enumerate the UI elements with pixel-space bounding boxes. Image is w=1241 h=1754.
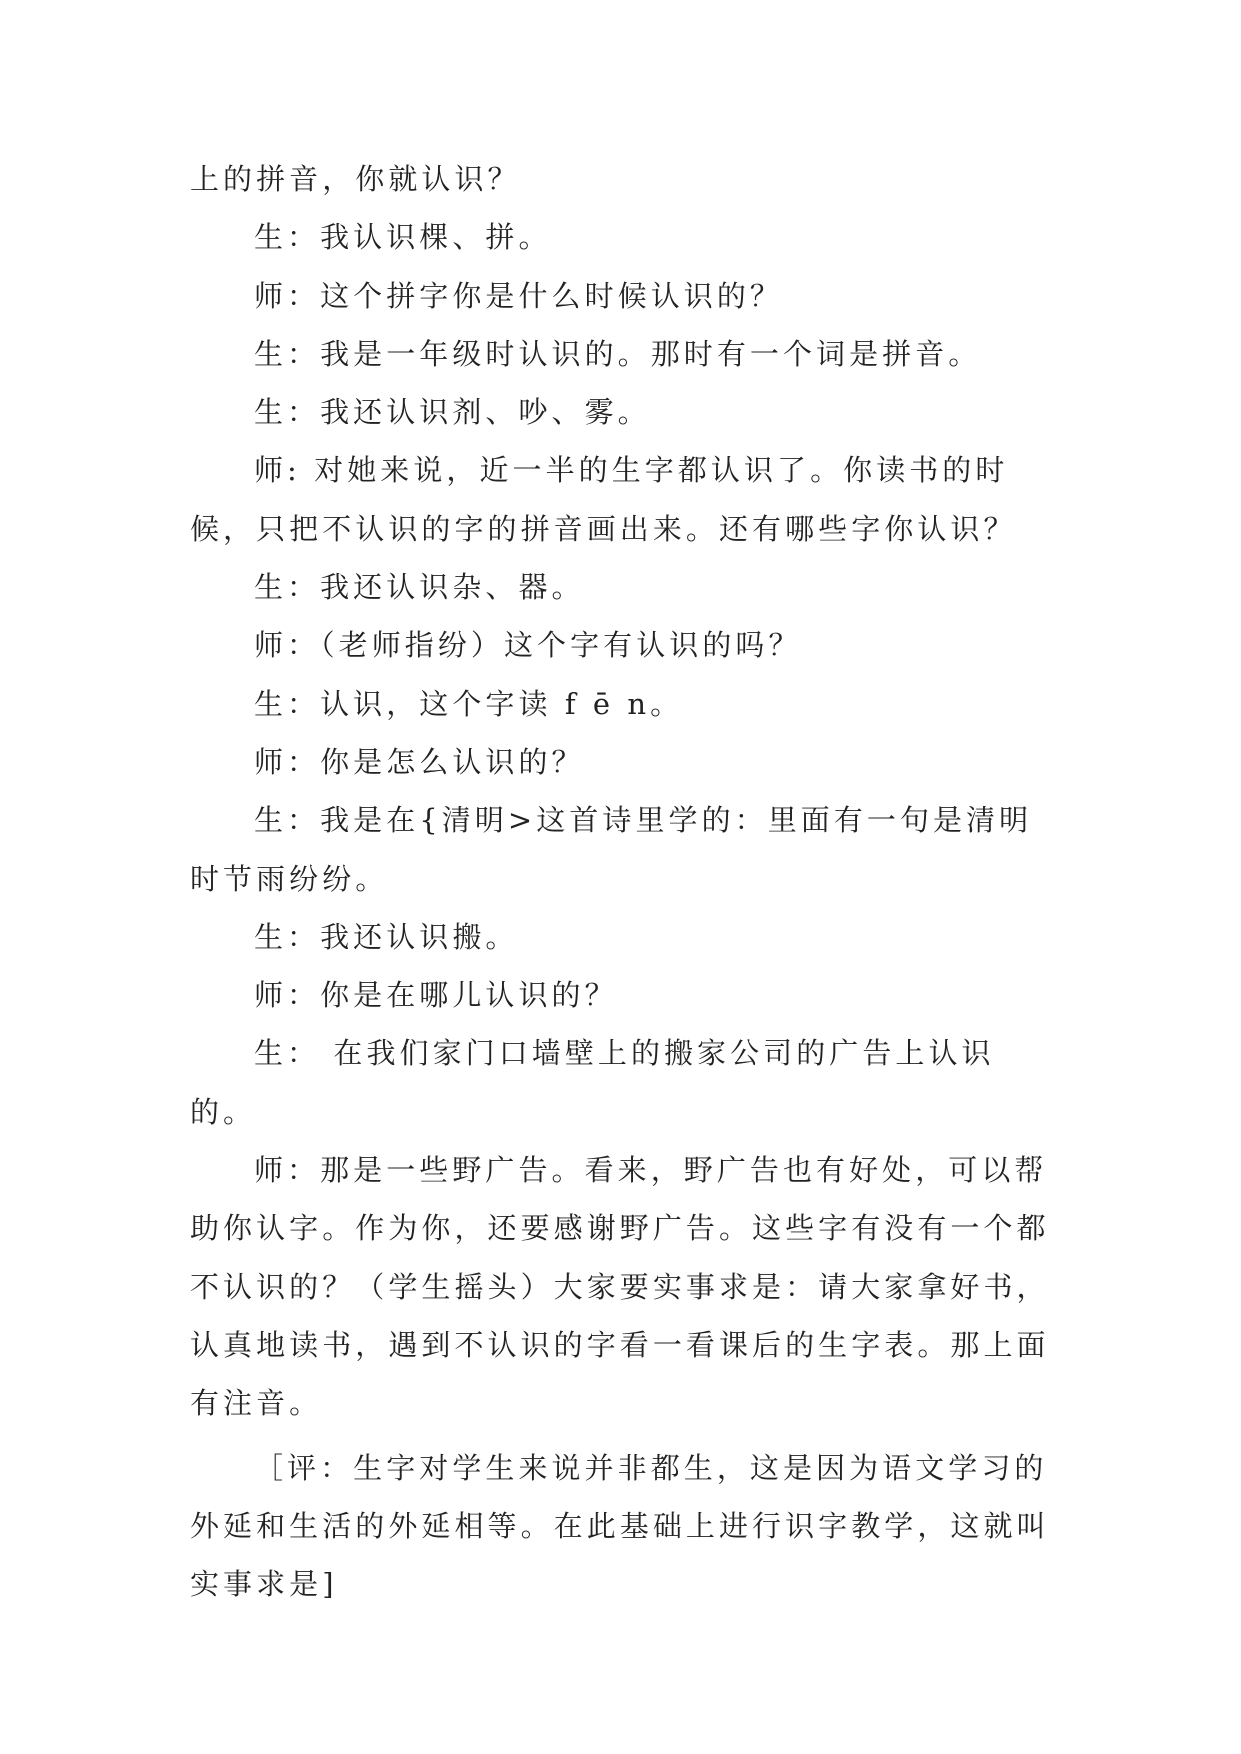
paragraph-5: 生：我还认识剂、吵、雾。 <box>254 395 651 430</box>
paragraph-8: 师：（老师指纷）这个字有认识的吗？ <box>254 628 802 663</box>
commentary-paragraph: ［评：生字对学生来说并非都生，这是因为语文学习的外延和生活的外延相等。在此基础上进行识字教学，这就叫实事求是] <box>190 1450 1050 1602</box>
paragraph-12: 生：我还认识搬。 <box>254 919 519 954</box>
paragraph-4: 生：我是一年级时认识的。那时有一个词是拼音。 <box>254 336 982 371</box>
paragraph-1: 上的拼音，你就认识？ <box>190 162 521 196</box>
paragraph-3: 师：这个拼字你是什么时候认识的？ <box>254 278 783 313</box>
paragraph-14: 生： 在我们家门口墙壁上的搬家公司的广告上认识的。 <box>190 1036 995 1129</box>
paragraph-6: 师: 对她来说，近一半的生字都认识了。你读书的时候，只把不认识的字的拼音画出来。还有哪些字你认识？ <box>190 453 1017 546</box>
document-page <box>190 150 1050 1613</box>
paragraph-2: 生：我认识棵、拼。 <box>254 220 552 255</box>
paragraph-9: 生：认识，这个字读 f ē n。 <box>254 686 684 721</box>
paragraph-10: 师：你是怎么认识的？ <box>254 744 585 779</box>
paragraph-11: 生：我是在{清明>这首诗里学的：里面有一句是清明时节雨纷纷。 <box>190 803 1033 896</box>
paragraph-7: 生：我还认识杂、器。 <box>254 570 585 605</box>
paragraph-15: 师：那是一些野广告。看来，野广告也有好处，可以帮助你认字。作为你，还要感谢野广告。这些字有没有一个都不认识的？（学生摇头）大家要实事求是：请大家拿好书，认真地读书，遇到不认识的字看一看课后的生字表。那上面有注音。 <box>190 1153 1050 1421</box>
paragraph-13: 师：你是在哪儿认识的？ <box>254 978 618 1013</box>
